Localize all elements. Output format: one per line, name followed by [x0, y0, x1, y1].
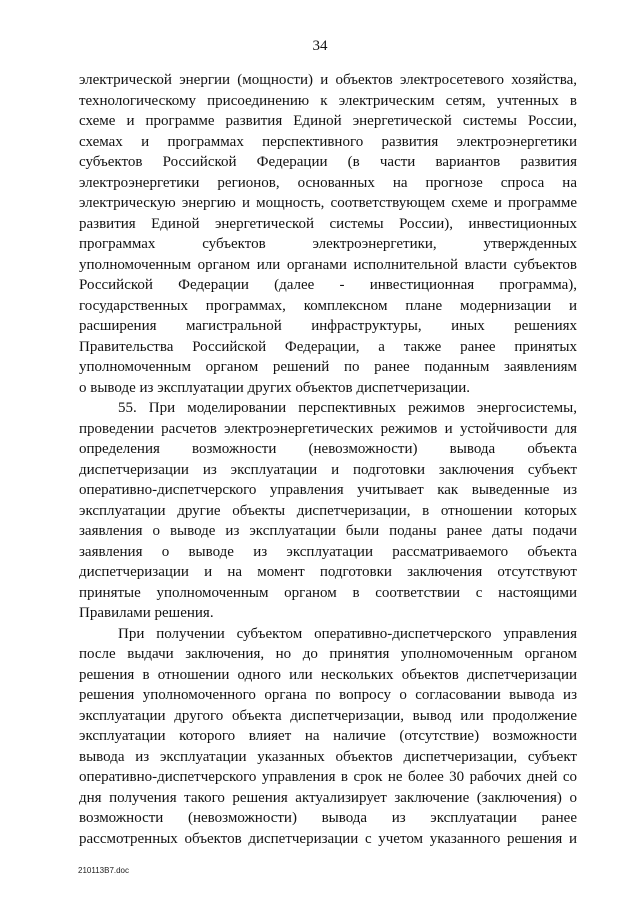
text-line: схеме и программе развития Единой энергетической системы России, [79, 113, 577, 129]
text-line: уполномоченным органом или органами исполнительной власти субъектов [79, 256, 577, 273]
text-line: государственных программах, комплексном плане модернизации и [79, 297, 577, 314]
text-line: электрическую энергию и мощность, соответствующем схеме и программе [79, 195, 577, 211]
document-body [79, 70, 577, 849]
text-line: определения возможности (невозможности) вывода объекта [79, 441, 577, 457]
text-line: о выводе из эксплуатации других объектов диспетчеризации. [79, 379, 471, 396]
text-line: эксплуатации другого объекта диспетчеризации, вывод или продолжение [79, 707, 577, 724]
text-line: проведении расчетов электроэнергетических режимов и устойчивости для [79, 420, 577, 437]
text-line: субъектов Российской Федерации (в части вариантов развития [79, 154, 577, 170]
text-line: эксплуатации другие объекты диспетчеризации, в отношении которых [79, 502, 577, 519]
text-line: оперативно-диспетчерского управления в срок не более 30 рабочих дней со [79, 769, 577, 785]
text-line: вывода из эксплуатации указанных объектов диспетчеризации, субъект [79, 748, 577, 765]
text-line: электрической энергии (мощности) и объектов электросетевого хозяйства, [79, 72, 577, 88]
text-line: возможности (невозможности) вывода из эксплуатации ранее [79, 810, 577, 826]
text-line: решения уполномоченного органа по вопросу о согласовании вывода из [79, 687, 577, 703]
text-line: программах субъектов электроэнергетики, утвержденных [79, 236, 577, 252]
text-line: расширения магистральной инфраструктуры, иных решениях [79, 318, 577, 334]
text-line: При получении субъектом оперативно-диспетчерского управления [118, 625, 577, 642]
text-line: развития Единой энергетической системы России), инвестиционных [79, 215, 577, 232]
text-line: дня получения такого решения актуализирует заключение (заключения) о [79, 789, 577, 806]
page-number: 34 [312, 38, 328, 54]
text-line: Правилами решения. [79, 605, 214, 621]
text-line: электроэнергетики регионов, основанных на прогнозе спроса на [79, 174, 577, 191]
text-line: технологическому присоединению к электрическим сетям, учтенных в [79, 92, 577, 109]
text-line: Российской Федерации (далее - инвестиционная программа), [79, 277, 577, 293]
text-line: диспетчеризации из эксплуатации и подготовки заключения субъект [79, 461, 577, 478]
text-line: эксплуатации которого влияет на наличие (отсутствие) возможности [79, 728, 577, 744]
text-line: Правительства Российской Федерации, а также ранее принятых [79, 338, 577, 355]
text-line: уполномоченным органом решений по ранее поданным заявлениям [79, 359, 577, 375]
text-line: заявления о выводе из эксплуатации были поданы ранее даты подачи [79, 523, 577, 539]
text-line: решения в отношении одного или нескольких объектов диспетчеризации [79, 666, 577, 683]
text-line: схемах и программах перспективного развития электроэнергетики [79, 133, 577, 150]
text-line: диспетчеризации и на момент подготовки заключения отсутствуют [79, 564, 577, 580]
text-line: рассмотренных объектов диспетчеризации с учетом указанного решения и [79, 830, 577, 847]
text-line: после выдачи заключения, но до принятия уполномоченным органом [79, 646, 577, 662]
document-file-code: 210113B7.doc [78, 866, 130, 875]
text-line: 55. При моделировании перспективных режимов энергосистемы, [118, 400, 577, 416]
text-line: оперативно-диспетчерского управления учитывает как выведенные из [79, 482, 577, 498]
text-line: принятые уполномоченным органом в соответствии с настоящими [79, 584, 577, 601]
text-line: заявления о выводе из эксплуатации рассматриваемого объекта [79, 543, 577, 560]
